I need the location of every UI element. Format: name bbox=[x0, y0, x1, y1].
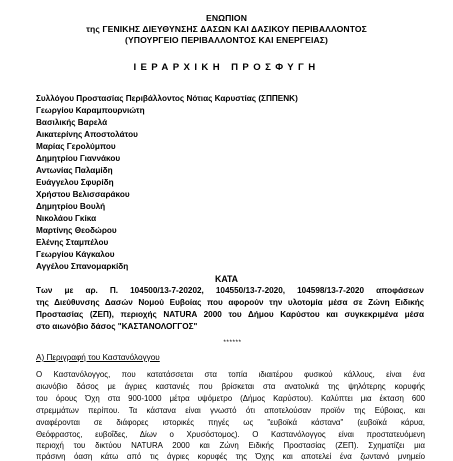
against-heading: ΚΑΤΑ bbox=[214, 274, 239, 284]
appellant-item: Δημητρίου Γιαννάκου bbox=[36, 154, 121, 163]
subject-line: στο αιωνόβιο δάσος "ΚΑΣΤΑΝΟΛΟΓΓΟΣ" bbox=[36, 322, 198, 331]
appellant-item: Μαρίας Γερολύμπου bbox=[36, 142, 116, 151]
appellant-item: Αγγέλου Σπανομαρκίδη bbox=[36, 262, 129, 271]
appellant-item: Δημητρίου Βουλή bbox=[36, 202, 106, 211]
body-line: αιωνόβιο δάσος με άγριες καστανιές που βρίσκεται στα ανατολικά της ψηλότερης κορυφής bbox=[36, 382, 425, 391]
section-separator: ****** bbox=[223, 339, 242, 346]
header-ministry: (ΥΠΟΥΡΓΕΙΟ ΠΕΡΙΒΑΛΛΟΝΤΟΣ ΚΑΙ ΕΝΕΡΓΕΙΑΣ) bbox=[125, 35, 328, 45]
body-line: στρεμμάτων περίπου. Τα κάστανα είναι γνωστό ότι αποτελούσαν προϊόν της Εύβοιας, και bbox=[36, 406, 425, 415]
appellant-item: Γεωργίου Κάγκαλου bbox=[36, 250, 115, 259]
subject-line: της Διεύθυνσης Δασών Νομού Ευβοίας που αφορούν την υλοτομία μέσα σε Ζώνη Ειδικής bbox=[36, 298, 424, 307]
section-heading: Α) Περιγραφή του Καστανόλογγου bbox=[36, 353, 160, 362]
appellant-item: Συλλόγου Προστασίας Περιβάλλοντος Νότιας Καρυστίας (ΣΠΠΕΝΚ) bbox=[36, 94, 298, 103]
body-line: περιοχή του δικτύου NATURA 2000 και Ζώνη Ειδικής Προστασίας (ΖΕΠ). Σχηματίζει μια bbox=[36, 441, 425, 450]
appellant-item: Βασιλικής Βαρελά bbox=[36, 118, 108, 127]
subject-line: Των με αρ. Π. 104500/13-7-20202, 104550/13-7-2020, 104598/13-7-2020 αποφάσεων bbox=[36, 286, 424, 295]
appellant-item: Νικολάου Γκίκα bbox=[36, 214, 97, 223]
appellant-item: Αικατερίνης Αποστολάτου bbox=[36, 130, 138, 139]
appellant-item: Αντωνίας Παλαμίδη bbox=[36, 166, 113, 175]
subject-line: Προστασίας (ΖΕΠ), περιοχής NATURA 2000 του Δήμου Καρύστου και συγκεκριμένα μέσα bbox=[36, 310, 424, 319]
appellant-item: Χρήστου Βελισσαράκου bbox=[36, 190, 130, 199]
appellant-item: Ελένης Σταμπέλου bbox=[36, 238, 109, 247]
header-authority: της ΓΕΝΙΚΗΣ ΔΙΕΥΘΥΝΣΗΣ ΔΑΣΩΝ ΚΑΙ ΔΑΣΙΚΟΥ ΠΕΡΙΒΑΛΛΟΝΤΟΣ bbox=[86, 24, 367, 34]
body-line: του όρους Όχη στα 900-1000 μέτρα υψόμετρο (Δήμος Καρύστου). Καλύπτει μια έκταση 600 bbox=[36, 394, 425, 403]
body-line: αναφέρονται σε διάφορες ιστορικές πηγές ως "ευβοϊκά κάστανα" (ευβοϊκά κάρυα, bbox=[36, 418, 425, 427]
body-line: πράσινη όαση κάτω από τις άγριες κορυφές της Όχης και αποτελεί ένα ζωντανό μνημείο bbox=[36, 452, 425, 461]
body-line: Θεόφραστος, ευβοΐδες, Δίων ο Χρυσόστομος). Ο Καστανόλογγος είναι προστατευόμενη bbox=[36, 430, 425, 439]
document-title: ΙΕΡΑΡΧΙΚΗ ΠΡΟΣΦΥΓΗ bbox=[133, 62, 320, 73]
appellant-item: Μαρτίνης Θεοδώρου bbox=[36, 226, 117, 235]
appellant-item: Ευάγγελου Σφυρίδη bbox=[36, 178, 114, 187]
header-before: ΕΝΩΠΙΟΝ bbox=[205, 13, 247, 23]
body-line: Ο Καστανόλογγος, που κατατάσσεται στα τοπία ιδιαιτέρου φυσικού κάλλους, είναι ένα bbox=[36, 370, 425, 379]
appellant-item: Γεωργίου Καραμπουρνιώτη bbox=[36, 106, 145, 115]
